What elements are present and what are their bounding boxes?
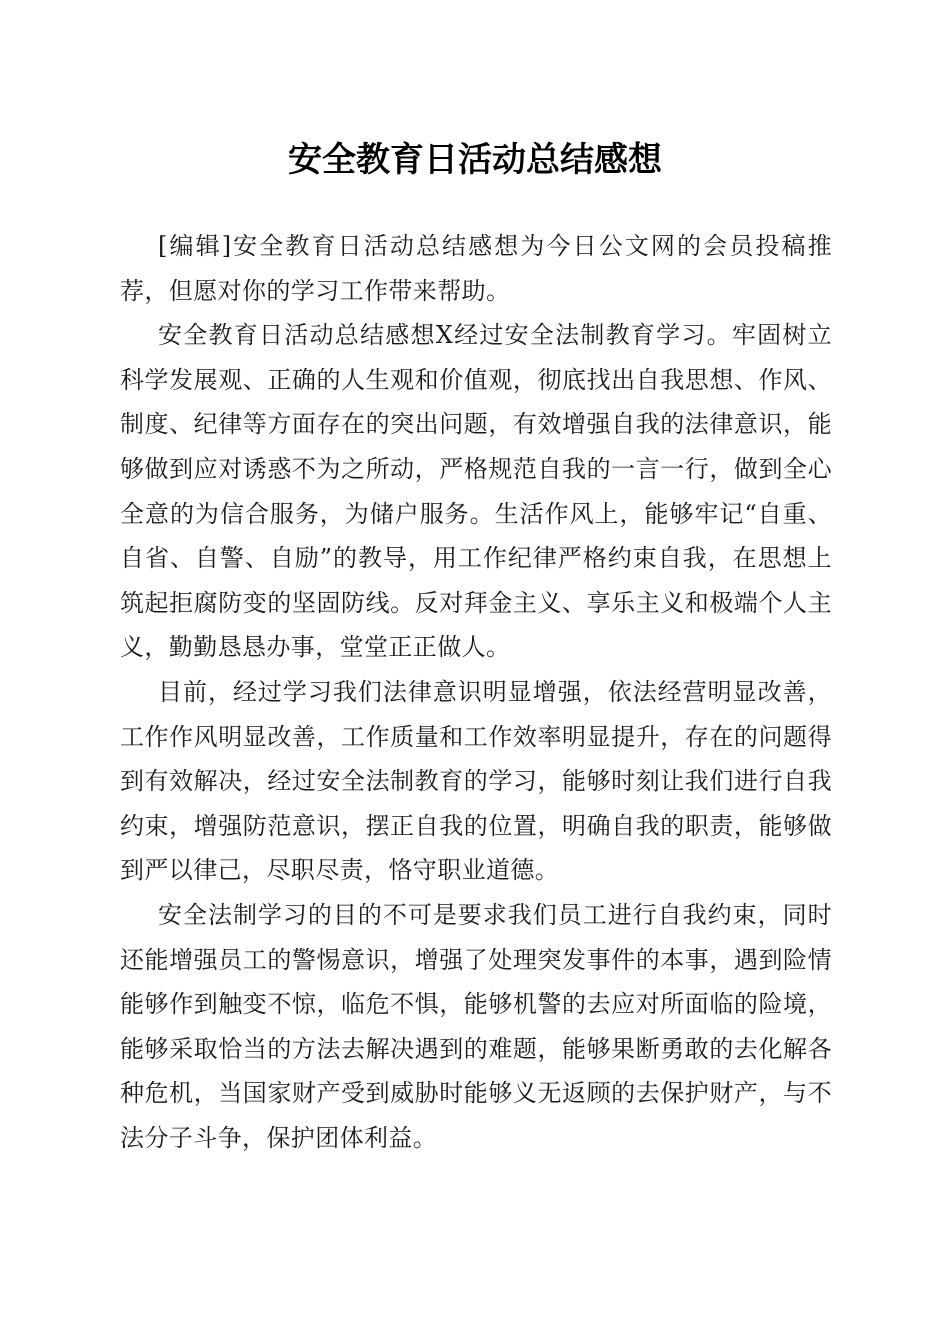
paragraph-intro: [编辑]安全教育日活动总结感想为今日公文网的会员投稿推荐，但愿对你的学习工作带来帮助。 (120, 232, 832, 305)
paragraph-1: 安全教育日活动总结感想X经过安全法制教育学习。牢固树立科学发展观、正确的人生观和价值观，彻底找出自我思想、作风、制度、纪律等方面存在的突出问题，有效增强自我的法律意识，能够做到应对诱惑不为之所动，严格规范自我的一言一行，做到全心全意的为信合服务，为储户服务。生活作风上，能够牢记“自重、自省、自警、自励”的教导，用工作纪律严格约束自我，在思想上筑起拒腐防变的坚固防线。反对拜金主义、享乐主义和极端个人主义，勤勤恳恳办事，堂堂正正做人。 (120, 321, 832, 662)
document-body (120, 224, 832, 1160)
paragraph-2: 目前，经过学习我们法律意识明显增强，依法经营明显改善，工作作风明显改善，工作质量和工作效率明显提升，存在的问题得到有效解决，经过安全法制教育的学习，能够时刻让我们进行自我约束，增强防范意识，摆正自我的位置，明确自我的职责，能够做到严以律己，尽职尽责，恪守职业道德。 (120, 677, 832, 885)
document-title: 安全教育日活动总结感想 (288, 140, 662, 180)
paragraph-3: 安全法制学习的目的不可是要求我们员工进行自我约束，同时还能增强员工的警惕意识，增强了处理突发事件的本事，遇到险情能够作到触变不惊，临危不惧，能够机警的去应对所面临的险境，能够采取恰当的方法去解决遇到的难题，能够果断勇敢的去化解各种危机，当国家财产受到威胁时能够义无返顾的去保护财产，与不法分子斗争，保护团体利益。 (120, 900, 832, 1152)
